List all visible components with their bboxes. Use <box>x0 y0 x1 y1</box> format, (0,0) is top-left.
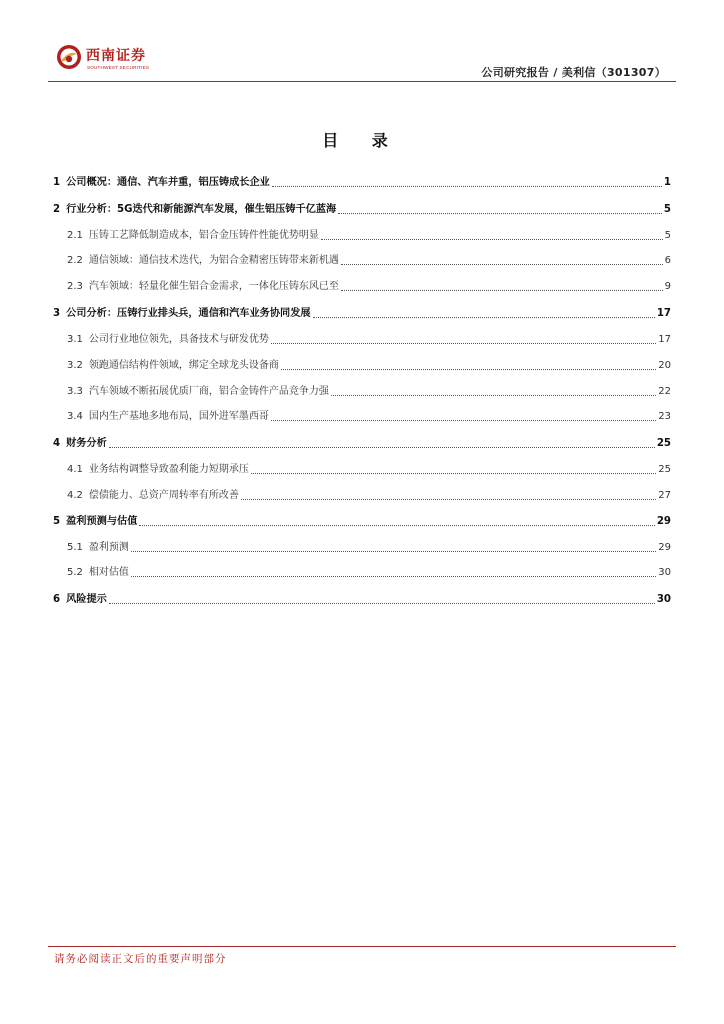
toc-dot-leader <box>241 498 656 500</box>
footer-notice: 请务必阅读正文后的重要声明部分 <box>54 953 227 965</box>
toc-entry-number: 3.3 <box>67 386 83 397</box>
toc-entry[interactable] <box>67 560 671 580</box>
toc-entry-page: 5 <box>664 230 671 241</box>
toc-dot-leader <box>281 368 656 370</box>
toc-entry[interactable] <box>67 483 671 503</box>
toc-entry-title: 公司概况：通信、汽车并重，铝压铸成长企业 <box>66 177 270 188</box>
header-divider <box>48 81 676 82</box>
toc-entry-number: 2 <box>53 204 61 215</box>
toc-entry[interactable] <box>67 274 671 294</box>
toc-entry-number: 2.2 <box>67 255 83 266</box>
toc-entry-title: 汽车领域不断拓展优质厂商，铝合金铸件产品竞争力强 <box>88 386 329 397</box>
toc-dot-leader <box>341 289 663 291</box>
toc-title: 目 录 <box>322 131 402 150</box>
toc-entry-title: 偿债能力、总资产周转率有所改善 <box>88 490 239 501</box>
toc-entry-title: 相对估值 <box>88 567 129 578</box>
toc-entry-page: 6 <box>664 255 671 266</box>
toc-entry[interactable] <box>53 301 671 321</box>
toc-entry-page: 22 <box>658 386 671 397</box>
footer-divider <box>48 946 676 947</box>
toc-entry[interactable] <box>53 587 671 607</box>
toc-entry-title: 行业分析：5G迭代和新能源汽车发展，催生铝压铸千亿蓝海 <box>66 204 337 215</box>
toc-entry-title: 国内生产基地多地布局，国外进军墨西哥 <box>88 411 269 422</box>
toc-entry-title: 盈利预测与估值 <box>66 516 138 527</box>
toc-entry-title: 公司行业地位领先，具备技术与研发优势 <box>88 334 269 345</box>
toc-entry[interactable] <box>67 535 671 555</box>
toc-entry-title: 公司分析：压铸行业排头兵，通信和汽车业务协同发展 <box>66 308 311 319</box>
toc-entry-number: 1 <box>53 177 61 188</box>
toc-entry-title: 财务分析 <box>66 438 107 449</box>
toc-entry-number: 5.2 <box>67 567 83 578</box>
toc-entry-number: 5.1 <box>67 542 83 553</box>
toc-entry-number: 4.2 <box>67 490 83 501</box>
toc-dot-leader <box>109 446 655 448</box>
toc-entry[interactable] <box>53 170 671 190</box>
toc-dot-leader <box>251 472 656 474</box>
toc-entry-page: 5 <box>663 204 671 215</box>
toc-dot-leader <box>131 550 656 552</box>
toc-entry[interactable] <box>67 457 671 477</box>
toc-dot-leader <box>109 602 655 604</box>
southwest-securities-logo-icon <box>56 44 82 70</box>
toc-entry-number: 3.4 <box>67 411 83 422</box>
toc-entry-title: 汽车领域：轻量化催生铝合金需求，一体化压铸东风已至 <box>88 281 339 292</box>
page-header <box>48 40 676 82</box>
toc-entry-title: 领跑通信结构件领域，绑定全球龙头设备商 <box>88 360 279 371</box>
toc-dot-leader <box>338 212 662 214</box>
toc-entry-title: 风险提示 <box>66 594 107 605</box>
toc-entry-page: 23 <box>658 411 671 422</box>
toc-entry-page: 1 <box>663 177 671 188</box>
toc-entry-page: 29 <box>656 516 671 527</box>
toc-dot-leader <box>271 419 656 421</box>
toc-entry-title: 压铸工艺降低制造成本，铝合金压铸件性能优势明显 <box>88 230 319 241</box>
toc-entry[interactable] <box>67 353 671 373</box>
toc-dot-leader <box>271 342 656 344</box>
toc-dot-leader <box>321 238 663 240</box>
toc-entry-number: 3 <box>53 308 61 319</box>
toc-entry[interactable] <box>53 197 671 217</box>
toc-dot-leader <box>341 263 663 265</box>
toc-entry-page: 17 <box>656 308 671 319</box>
toc-entry[interactable] <box>67 223 671 243</box>
toc-entry-page: 27 <box>658 490 671 501</box>
toc-entry-page: 25 <box>658 464 671 475</box>
toc-dot-leader <box>272 185 662 187</box>
toc-dot-leader <box>313 316 655 318</box>
toc-dot-leader <box>131 575 656 577</box>
toc-entry-title: 盈利预测 <box>88 542 129 553</box>
company-name: 西南证券 <box>86 48 146 64</box>
toc-entry-page: 17 <box>658 334 671 345</box>
toc-entry-number: 5 <box>53 516 61 527</box>
toc-entry-title: 通信领域：通信技术迭代，为铝合金精密压铸带来新机遇 <box>88 255 339 266</box>
toc-entry[interactable] <box>67 404 671 424</box>
toc-entry-number: 3.1 <box>67 334 83 345</box>
toc-entry-page: 25 <box>656 438 671 449</box>
toc-dot-leader <box>331 394 656 396</box>
toc-entry-page: 9 <box>664 281 671 292</box>
toc-entry-page: 20 <box>658 360 671 371</box>
toc-entry-number: 4.1 <box>67 464 83 475</box>
toc-entry-number: 3.2 <box>67 360 83 371</box>
toc-dot-leader <box>139 524 654 526</box>
toc-entry-page: 30 <box>656 594 671 605</box>
company-logo <box>56 44 196 76</box>
toc-entry-page: 29 <box>658 542 671 553</box>
toc-entry-number: 6 <box>53 594 61 605</box>
toc-entry[interactable] <box>53 431 671 451</box>
toc-entry-number: 2.3 <box>67 281 83 292</box>
toc-entry[interactable] <box>67 379 671 399</box>
toc-entry[interactable] <box>53 509 671 529</box>
toc-entry-title: 业务结构调整导致盈利能力短期承压 <box>88 464 249 475</box>
toc-entry-number: 2.1 <box>67 230 83 241</box>
toc-entry[interactable] <box>67 327 671 347</box>
toc-entry-page: 30 <box>658 567 671 578</box>
report-label: 公司研究报告 / 美利信（301307） <box>481 66 666 79</box>
toc-entry-number: 4 <box>53 438 61 449</box>
company-name-en: SOUTHWEST SECURITIES <box>87 65 150 70</box>
toc-entry[interactable] <box>67 248 671 268</box>
